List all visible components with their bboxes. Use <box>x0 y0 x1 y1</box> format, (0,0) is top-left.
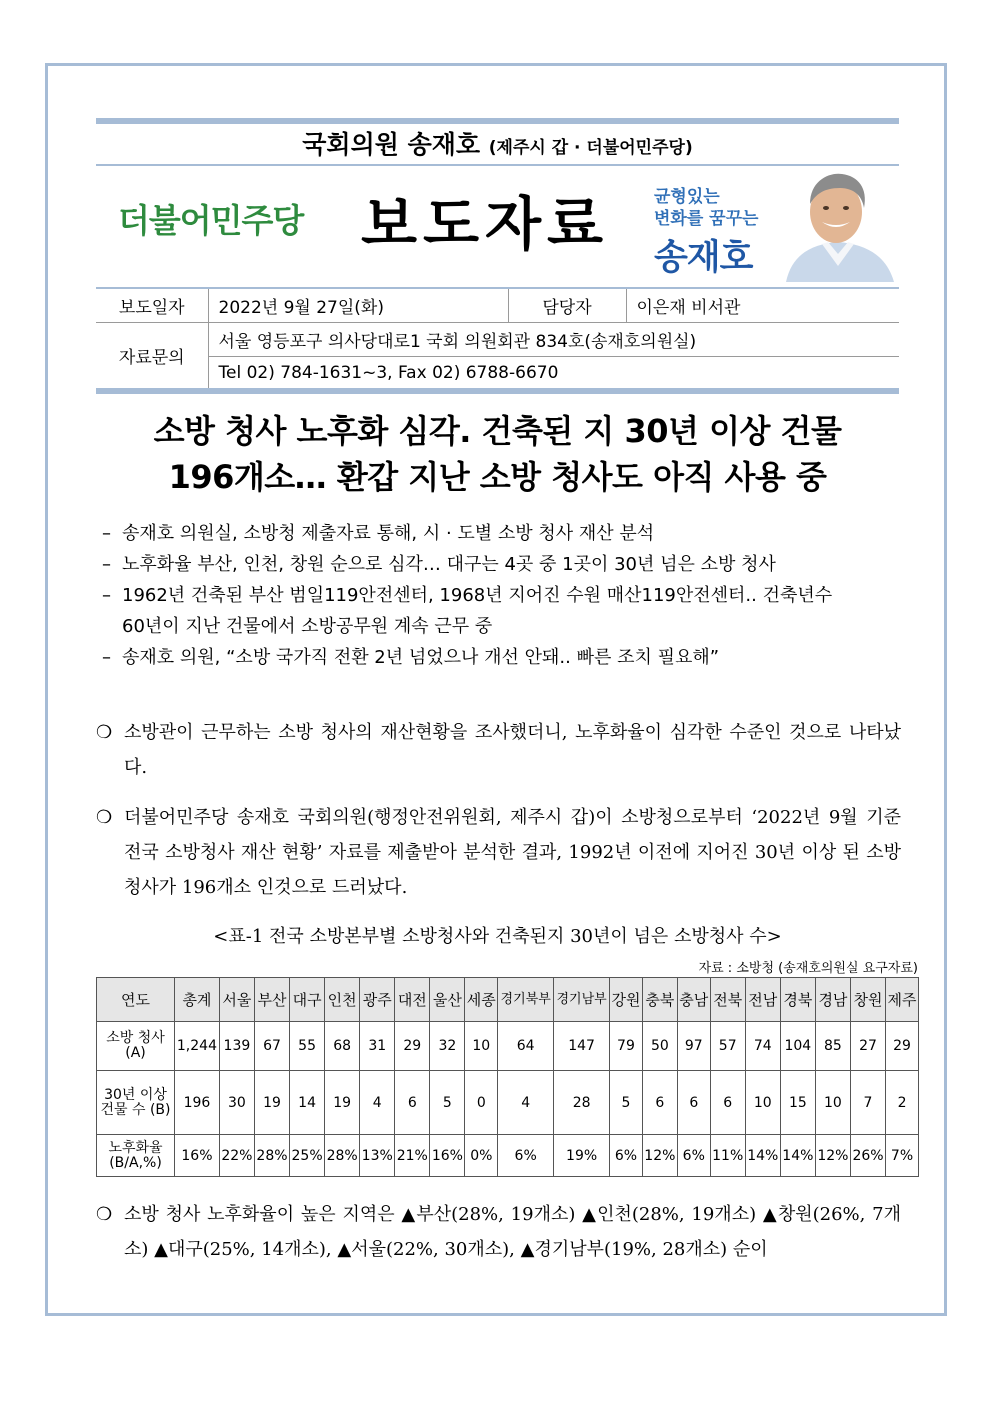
summary-bullet-line: – 1962년 건축된 부산 범일119안전센터, 1968년 지어진 수원 매산119안전센터.. 건축년수 <box>122 585 833 606</box>
header-bottom-rule <box>96 388 899 394</box>
table-column-header: 부산 <box>254 978 289 1022</box>
table-cell: 10 <box>745 1071 780 1135</box>
table-cell: 6 <box>395 1071 430 1135</box>
table-cell: 19% <box>554 1135 610 1177</box>
table-column-header: 충남 <box>677 978 710 1022</box>
slogan <box>654 186 794 230</box>
table-cell: 6 <box>710 1071 745 1135</box>
table-cell: 13% <box>360 1135 395 1177</box>
paragraph-text: 소방관이 근무하는 소방 청사의 재산현황을 조사했더니, 노후화율이 심각한 수준인 것으로 나타났다. <box>124 722 901 778</box>
tel-value: Tel 02) 784-1631~3, Fax 02) 6788-6670 <box>208 356 899 390</box>
table-cell: 4 <box>498 1071 554 1135</box>
table-column-header: 총계 <box>175 978 220 1022</box>
date-label: 보도일자 <box>96 288 208 322</box>
table-cell: 0 <box>465 1071 498 1135</box>
press-release-title: 보도자료 <box>360 190 610 258</box>
table-cell: 97 <box>677 1022 710 1071</box>
table-row-label: 노후화율 (B/A,%) <box>97 1135 175 1177</box>
table-cell: 64 <box>498 1022 554 1071</box>
table-cell: 139 <box>219 1022 254 1071</box>
table-column-header: 대구 <box>290 978 325 1022</box>
table-cell: 32 <box>430 1022 465 1071</box>
table-column-header: 울산 <box>430 978 465 1022</box>
table-cell: 6 <box>677 1071 710 1135</box>
table-cell: 1,244 <box>175 1022 220 1071</box>
table-row <box>97 1071 919 1135</box>
headline-line-2: 196개소… 환갑 지난 소방 청사도 아직 사용 중 <box>168 458 827 496</box>
summary-bullet: – 송재호 의원실, 소방청 제출자료 통해, 시 · 도별 소방 청사 재산 분석 <box>100 518 905 549</box>
table-cell: 50 <box>642 1022 677 1071</box>
table-column-header: 전남 <box>745 978 780 1022</box>
table-row-label: 소방 청사 (A) <box>97 1022 175 1071</box>
table-cell: 6% <box>677 1135 710 1177</box>
stations-table <box>96 977 919 1177</box>
table-cell: 57 <box>710 1022 745 1071</box>
table-cell: 14 <box>290 1071 325 1135</box>
table-cell: 25% <box>290 1135 325 1177</box>
table-cell: 147 <box>554 1022 610 1071</box>
table-cell: 11% <box>710 1135 745 1177</box>
table-column-header: 제주 <box>886 978 919 1022</box>
table-column-header: 창원 <box>850 978 885 1022</box>
table-source: 자료 : 소방청 (송재호의원실 요구자료) <box>698 961 918 976</box>
table-cell: 104 <box>780 1022 815 1071</box>
table-cell: 16% <box>175 1135 220 1177</box>
table-cell: 21% <box>395 1135 430 1177</box>
summary-bullets <box>100 518 905 673</box>
table-cell: 10 <box>465 1022 498 1071</box>
table-cell: 14% <box>745 1135 780 1177</box>
table-cell: 12% <box>815 1135 850 1177</box>
table-cell: 31 <box>360 1022 395 1071</box>
summary-bullet: – 송재호 의원, “소방 국가직 전환 2년 넘었으나 개선 안돼.. 빠른 조치 필요해” <box>100 642 905 673</box>
table-column-header: 충북 <box>642 978 677 1022</box>
table-cell: 19 <box>254 1071 289 1135</box>
table-column-header: 경북 <box>780 978 815 1022</box>
table-column-header: 경남 <box>815 978 850 1022</box>
table-row <box>97 1135 919 1177</box>
paragraph <box>96 715 901 785</box>
table-cell: 12% <box>642 1135 677 1177</box>
address-value: 서울 영등포구 의사당대로1 국회 의원회관 834호(송재호의원실) <box>208 322 899 356</box>
table-cell: 74 <box>745 1022 780 1071</box>
paragraph-text: 소방 청사 노후화율이 높은 지역은 ▲부산(28%, 19개소) ▲인천(28%, 19개소) ▲창원(26%, 7개소) ▲대구(25%, 14개소), ▲서울(22%, 30개소), ▲경기남부(19%, 28개소) 순이 <box>124 1204 901 1260</box>
table-cell: 79 <box>610 1022 643 1071</box>
table-cell: 55 <box>290 1022 325 1071</box>
table-cell: 26% <box>850 1135 885 1177</box>
table-row <box>97 1022 919 1071</box>
table-column-header: 경기북부 <box>498 978 554 1022</box>
table-cell: 85 <box>815 1022 850 1071</box>
date-value: 2022년 9월 27일(화) <box>208 288 508 322</box>
table-cell: 6 <box>642 1071 677 1135</box>
circle-bullet-icon: ❍ <box>96 722 113 743</box>
table-header-row <box>97 978 919 1022</box>
paragraph <box>96 1197 901 1267</box>
table-column-header: 전북 <box>710 978 745 1022</box>
table-cell: 15 <box>780 1071 815 1135</box>
table-cell: 7 <box>850 1071 885 1135</box>
table-cell: 68 <box>325 1022 360 1071</box>
contact-label: 담당자 <box>508 288 626 322</box>
table-column-header: 경기남부 <box>554 978 610 1022</box>
table-cell: 16% <box>430 1135 465 1177</box>
paragraph <box>96 800 901 905</box>
table-cell: 27 <box>850 1022 885 1071</box>
table-cell: 10 <box>815 1071 850 1135</box>
table-cell: 30 <box>219 1071 254 1135</box>
paragraph-text: 더불어민주당 송재호 국회의원(행정안전위원회, 제주시 갑)이 소방청으로부터 ‘2022년 9월 기준 전국 소방청사 재산 현황’ 자료를 제출받아 분석한 결과, 1992년 이전에 지어진 30년 이상 된 소방 청사가 196개소 인것으로 드러났다. <box>124 807 901 898</box>
table-cell: 6% <box>610 1135 643 1177</box>
slogan-line-1: 균형있는 <box>654 187 720 207</box>
inquiry-label: 자료문의 <box>96 322 208 390</box>
member-affiliation: (제주시 갑 · 더불어민주당) <box>488 138 693 158</box>
table-cell: 19 <box>325 1071 360 1135</box>
portrait-photo <box>778 170 898 282</box>
table-cell: 6% <box>498 1135 554 1177</box>
table-corner-cell: 연도 <box>97 978 175 1022</box>
table-cell: 4 <box>360 1071 395 1135</box>
summary-bullet: – 노후화율 부산, 인천, 창원 순으로 심각… 대구는 4곳 중 1곳이 30년 넘은 소방 청사 <box>100 549 905 580</box>
table-column-header: 세종 <box>465 978 498 1022</box>
table-cell: 2 <box>886 1071 919 1135</box>
table-column-header: 서울 <box>219 978 254 1022</box>
table-cell: 28 <box>554 1071 610 1135</box>
summary-bullet-line: 60년이 지난 건물에서 소방공무원 계속 근무 중 <box>122 616 493 637</box>
table-cell: 67 <box>254 1022 289 1071</box>
table-caption: <표-1 전국 소방본부별 소방청사와 건축된지 30년이 넘은 소방청사 수> <box>213 926 782 947</box>
summary-bullet <box>100 580 905 642</box>
contact-value: 이은재 비서관 <box>626 288 899 322</box>
info-table <box>96 287 899 391</box>
table-cell: 5 <box>430 1071 465 1135</box>
circle-bullet-icon: ❍ <box>96 807 113 828</box>
table-cell: 7% <box>886 1135 919 1177</box>
table-cell: 28% <box>254 1135 289 1177</box>
member-name: 국회의원 송재호 <box>302 130 481 159</box>
party-logo: 더불어민주당 <box>118 201 304 240</box>
table-cell: 22% <box>219 1135 254 1177</box>
table-cell: 196 <box>175 1071 220 1135</box>
table-column-header: 광주 <box>360 978 395 1022</box>
table-cell: 29 <box>395 1022 430 1071</box>
slogan-name: 송재호 <box>654 238 753 278</box>
headline <box>96 408 899 500</box>
table-cell: 5 <box>610 1071 643 1135</box>
table-column-header: 대전 <box>395 978 430 1022</box>
table-row-label: 30년 이상 건물 수 (B) <box>97 1071 175 1135</box>
table-cell: 28% <box>325 1135 360 1177</box>
table-cell: 29 <box>886 1022 919 1071</box>
headline-line-1: 소방 청사 노후화 심각. 건축된 지 30년 이상 건물 <box>153 412 842 450</box>
table-cell: 0% <box>465 1135 498 1177</box>
member-line <box>96 124 899 166</box>
slogan-line-2: 변화를 꿈꾸는 <box>654 209 759 229</box>
table-column-header: 인천 <box>325 978 360 1022</box>
circle-bullet-icon: ❍ <box>96 1204 113 1225</box>
table-column-header: 강원 <box>610 978 643 1022</box>
table-cell: 14% <box>780 1135 815 1177</box>
